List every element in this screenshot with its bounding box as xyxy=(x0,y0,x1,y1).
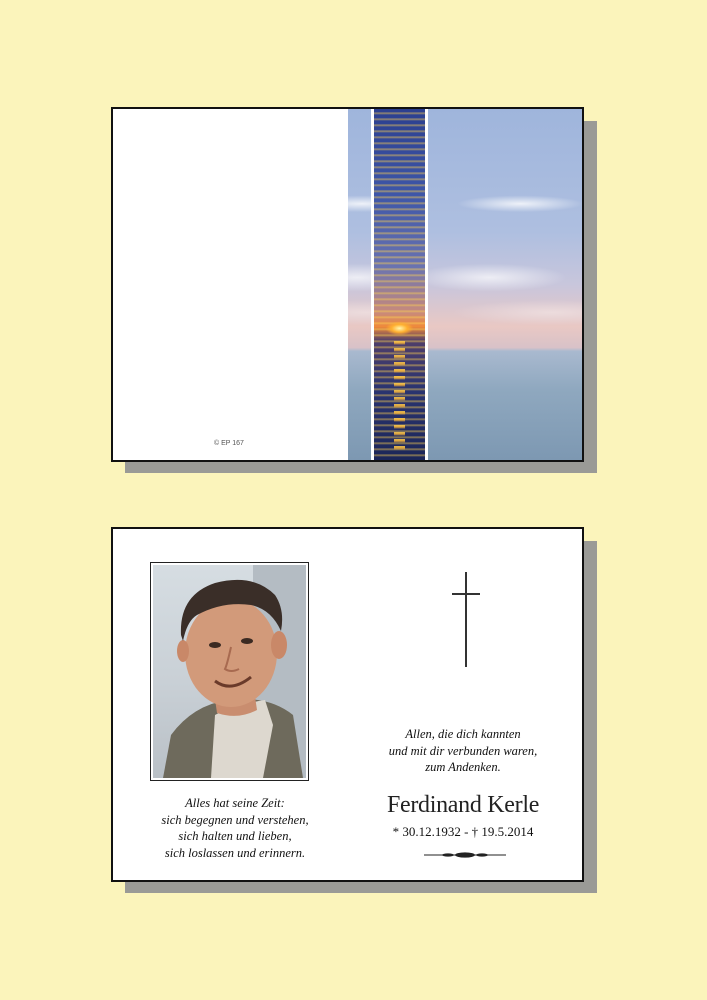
dedication-text xyxy=(361,726,565,776)
dedication-line: zum Andenken. xyxy=(425,760,501,774)
portrait-frame xyxy=(150,562,309,781)
sky-strip-left xyxy=(348,109,371,460)
poem-line: sich begegnen und verstehen, xyxy=(161,812,309,827)
life-dates: * 30.12.1932 - † 19.5.2014 xyxy=(392,824,534,839)
sunset-strip xyxy=(374,109,425,460)
sun-reflection xyxy=(394,341,404,453)
deceased-name: Ferdinand Kerle xyxy=(386,792,540,818)
inner-card xyxy=(111,527,584,882)
portrait-photo xyxy=(153,565,306,778)
portrait-illustration xyxy=(153,565,306,778)
copyright-text: © EP 167 xyxy=(214,440,244,447)
front-card xyxy=(111,107,584,462)
divider-ornament xyxy=(422,850,508,860)
cross-icon xyxy=(452,572,480,667)
poem-text xyxy=(135,795,335,861)
dedication-line: Allen, die dich kannten xyxy=(405,727,521,741)
dedication-line: und mit dir verbunden waren, xyxy=(388,743,538,758)
poem-line: Alles hat seine Zeit: xyxy=(185,796,285,810)
poem-line: sich halten und lieben, xyxy=(178,829,292,843)
sky-panel-right xyxy=(428,109,582,460)
poem-line: sich loslassen und erinnern. xyxy=(164,845,306,860)
